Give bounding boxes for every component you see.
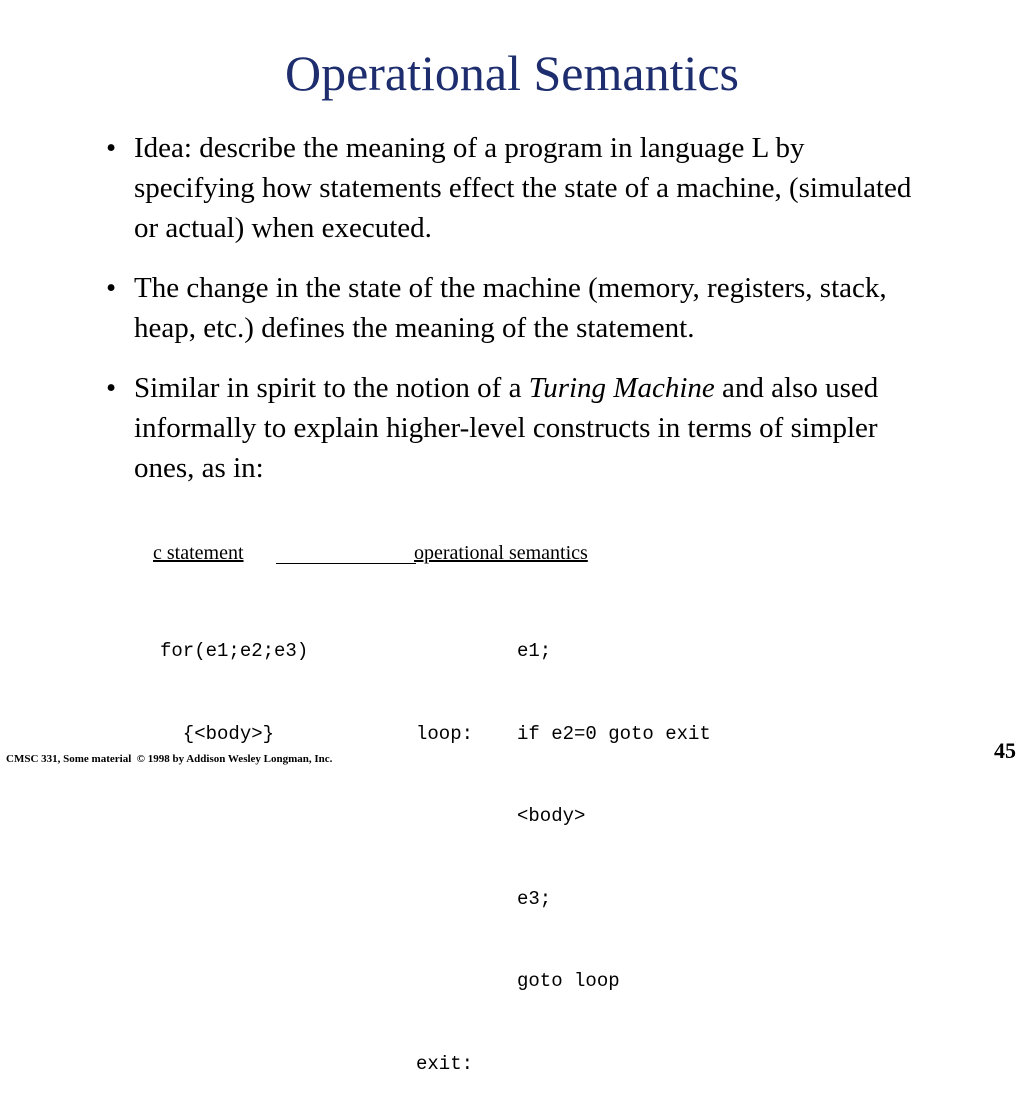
- column-header-c-statement: c statement: [153, 542, 244, 564]
- code-label: [416, 803, 473, 831]
- bullet-dot-icon: •: [106, 372, 117, 404]
- code-label: [416, 886, 473, 914]
- code-line: goto loop: [517, 970, 620, 992]
- bullet-text-italic: Turing Machine: [528, 372, 715, 404]
- code-line: <body>: [517, 805, 586, 827]
- c-statement-code: [160, 583, 308, 776]
- bullet-text: Idea: describe the meaning of a program in language L by specifying how statements effect the state of a machine, (simulated or actual) when executed.: [134, 132, 912, 244]
- bullet-text: The change in the state of the machine (memory, registers, stack, heap, etc.) defines the meaning of the statement.: [134, 272, 887, 344]
- code-line: e1;: [517, 640, 552, 662]
- operational-code: [517, 583, 711, 1023]
- page-number: 45: [994, 738, 1016, 763]
- column-header-operational-semantics: operational semantics: [414, 542, 588, 564]
- code-line: {<body>}: [160, 722, 275, 745]
- header-underline: [276, 563, 416, 564]
- code-label: [416, 638, 473, 666]
- bullet-text-after: and also used informally to explain higher-level constructs in terms of simpler ones, as in:: [134, 372, 879, 484]
- bullet-dot-icon: •: [106, 132, 117, 164]
- bullet-item-idea: [106, 128, 926, 248]
- bullet-item-state-change: [106, 268, 926, 348]
- slide-title: Operational Semantics: [284, 45, 740, 101]
- bullet-item-turing: [106, 368, 926, 488]
- code-line: e3;: [517, 887, 552, 910]
- operational-labels: [416, 583, 473, 1106]
- code-label: exit:: [416, 1052, 474, 1075]
- footer-copyright: CMSC 331, Some material © 1998 by Addison Wesley Longman, Inc.: [6, 753, 333, 765]
- code-label: [416, 968, 473, 996]
- code-label: loop:: [416, 722, 474, 745]
- bullet-dot-icon: •: [106, 272, 117, 304]
- code-line: if e2=0 goto exit: [517, 722, 711, 745]
- bullet-text-before: Similar in spirit to the notion of a: [134, 372, 529, 404]
- code-line: for(e1;e2;e3): [160, 640, 309, 662]
- bullet-list: [106, 128, 926, 508]
